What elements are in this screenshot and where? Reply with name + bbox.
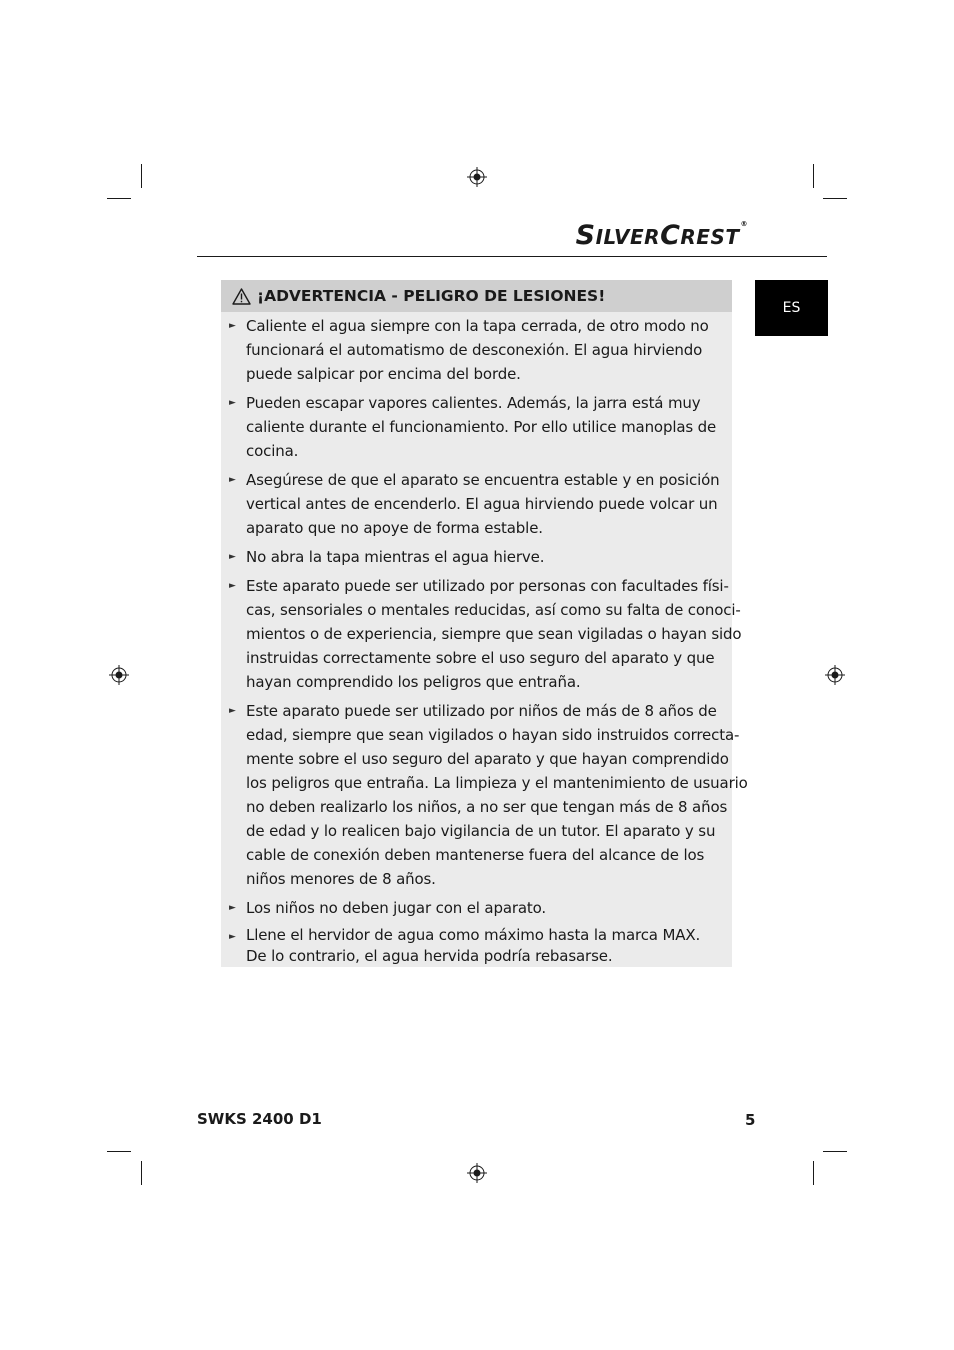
bullet-arrow-icon: ►	[229, 398, 236, 408]
warning-item-line: puede salpicar por encima del borde.	[246, 365, 521, 383]
warning-item-line: Pueden escapar vapores calientes. Además, la jarra está muy	[246, 394, 701, 412]
crop-mark-bottom-right-h	[823, 1151, 847, 1152]
bullet-arrow-icon: ►	[229, 552, 236, 562]
crop-mark-top-left-v	[141, 164, 142, 188]
warning-list-item	[221, 545, 732, 569]
footer-model-number: SWKS 2400 D1	[197, 1110, 322, 1128]
bullet-arrow-icon: ►	[229, 932, 236, 942]
warning-list-item	[221, 574, 742, 694]
warning-item-line: hayan comprendido los peligros que entraña.	[246, 673, 581, 691]
bullet-arrow-icon: ►	[229, 321, 236, 331]
registration-mark-bottom-icon	[467, 1163, 487, 1183]
logo-text: ILVER	[595, 225, 661, 249]
warning-item-line: Este aparato puede ser utilizado por personas con facultades físi-	[246, 577, 729, 595]
logo-letter: C	[660, 220, 681, 251]
warning-item-line: Asegúrese de que el aparato se encuentra estable y en posición	[246, 471, 720, 489]
language-tab	[755, 280, 828, 336]
warning-item-line: mientos o de experiencia, siempre que sean vigiladas o hayan sido	[246, 625, 742, 643]
warning-list	[221, 312, 748, 967]
warning-item-line: vertical antes de encenderlo. El agua hirviendo puede volcar un	[246, 495, 718, 513]
crop-mark-bottom-right-v	[813, 1161, 814, 1185]
warning-item-line: cable de conexión deben mantenerse fuera del alcance de los	[246, 846, 705, 864]
warning-list-item	[221, 391, 732, 463]
warning-header	[221, 280, 732, 312]
warning-item-line: cocina.	[246, 442, 299, 460]
warning-item-line: los peligros que entraña. La limpieza y el mantenimiento de usuario	[246, 774, 748, 792]
bullet-arrow-icon: ►	[229, 581, 236, 591]
bullet-arrow-icon: ►	[229, 903, 236, 913]
warning-item-line: de edad y lo realicen bajo vigilancia de un tutor. El aparato y su	[246, 822, 716, 840]
warning-item-line: aparato que no apoye de forma estable.	[246, 519, 543, 537]
logo-registered-mark: ®	[740, 220, 748, 228]
header-rule	[197, 256, 827, 257]
registration-mark-left-icon	[109, 665, 129, 685]
warning-item-line: Caliente el agua siempre con la tapa cerrada, de otro modo no	[246, 317, 709, 335]
crop-mark-top-right-v	[813, 164, 814, 188]
crop-mark-top-right-h	[823, 198, 847, 199]
crop-mark-bottom-left-h	[107, 1151, 131, 1152]
warning-title: ¡ADVERTENCIA - PELIGRO DE LESIONES!	[257, 287, 606, 305]
brand-logo	[576, 220, 748, 251]
warning-item-line: Llene el hervidor de agua como máximo hasta la marca MAX.	[246, 926, 701, 944]
warning-item-line: De lo contrario, el agua hervida podría rebasarse.	[246, 947, 613, 965]
warning-item-line: funcionará el automatismo de desconexión. El agua hirviendo	[246, 341, 703, 359]
warning-item-line: mente sobre el uso seguro del aparato y que hayan comprendido	[246, 750, 729, 768]
language-tab-label: ES	[782, 300, 801, 316]
warning-item-line: Este aparato puede ser utilizado por niños de más de 8 años de	[246, 702, 717, 720]
warning-triangle-icon	[232, 288, 251, 305]
warning-item-line: caliente durante el funcionamiento. Por ello utilice manoplas de	[246, 418, 717, 436]
logo-text: REST	[680, 225, 740, 249]
bullet-arrow-icon: ►	[229, 475, 236, 485]
warning-item-line: edad, siempre que sean vigilados o hayan sido instruidos correcta-	[246, 726, 740, 744]
warning-list-item	[221, 896, 732, 920]
registration-mark-top-icon	[467, 167, 487, 187]
warning-item-line: niños menores de 8 años.	[246, 870, 436, 888]
footer-page-number: 5	[745, 1111, 756, 1129]
warning-item-line: cas, sensoriales o mentales reducidas, así como su falta de conoci-	[246, 601, 741, 619]
crop-mark-top-left-h	[107, 198, 131, 199]
warning-list-item	[221, 925, 732, 967]
warning-item-line: instruidas correctamente sobre el uso seguro del aparato y que	[246, 649, 715, 667]
registration-mark-right-icon	[825, 665, 845, 685]
warning-list-item	[221, 699, 748, 891]
warning-item-line: No abra la tapa mientras el agua hierve.	[246, 548, 545, 566]
warning-item-line: Los niños no deben jugar con el aparato.	[246, 899, 547, 917]
crop-mark-bottom-left-v	[141, 1161, 142, 1185]
warning-item-line: no deben realizarlo los niños, a no ser que tengan más de 8 años	[246, 798, 728, 816]
warning-list-item	[221, 314, 732, 386]
warning-list-item	[221, 468, 732, 540]
bullet-arrow-icon: ►	[229, 706, 236, 716]
warning-box	[221, 280, 748, 967]
logo-letter: S	[575, 220, 596, 251]
